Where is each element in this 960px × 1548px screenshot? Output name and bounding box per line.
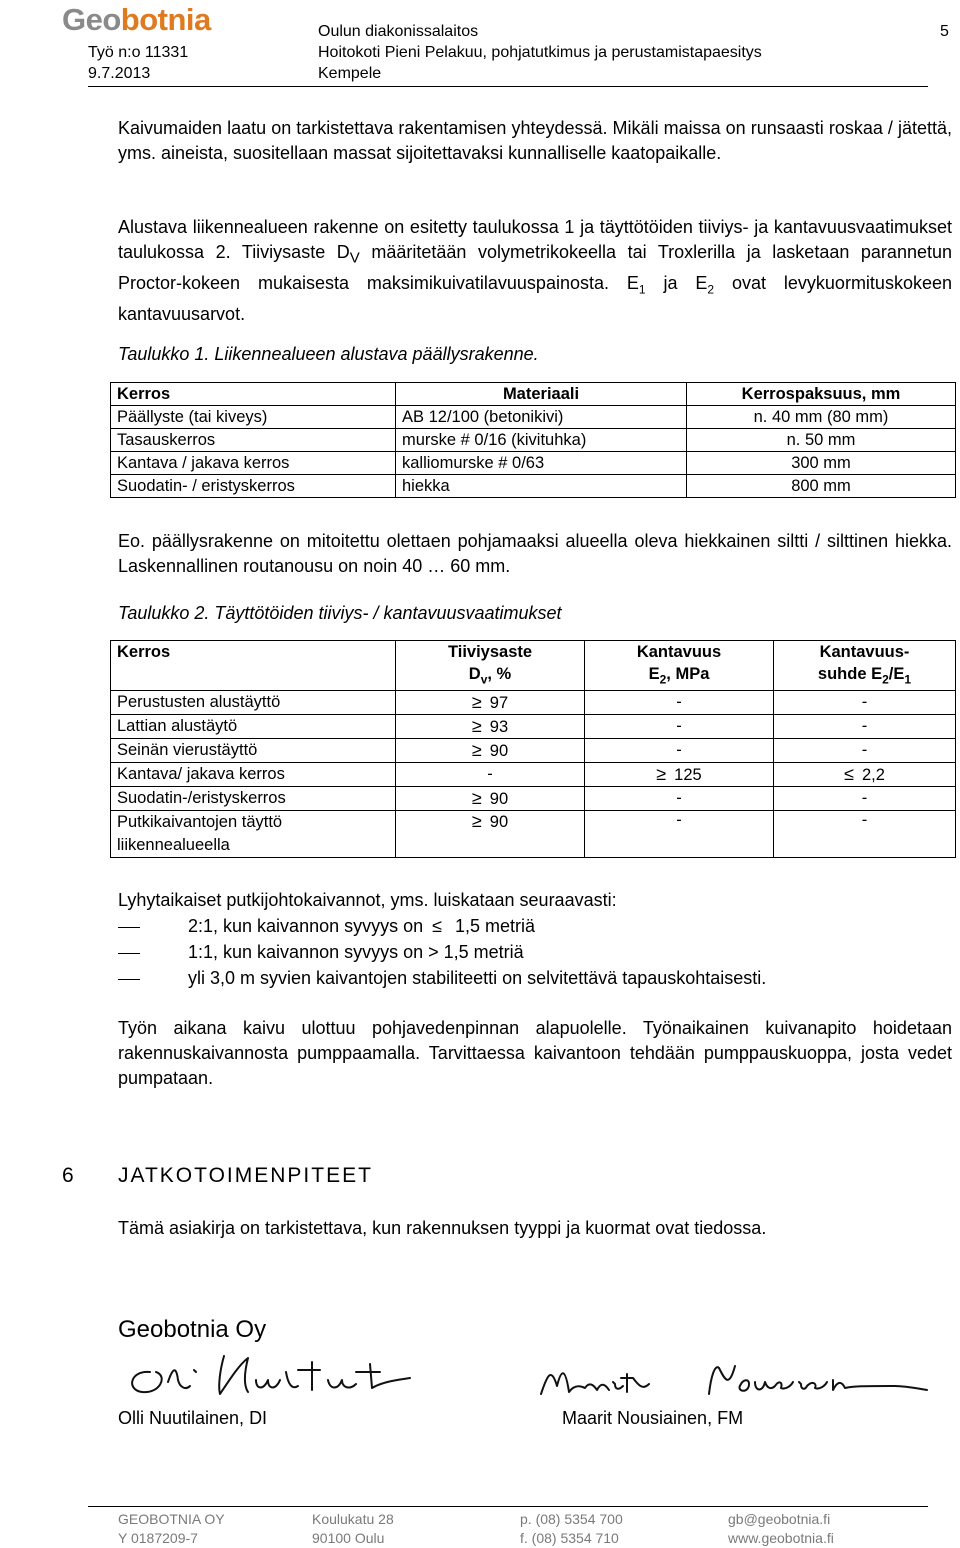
table-header-row xyxy=(111,641,956,691)
table-cell: ≥ 90 xyxy=(396,739,585,763)
signing-company: Geobotnia Oy xyxy=(118,1316,267,1343)
footer-website-link[interactable]: www.geobotnia.fi xyxy=(728,1530,834,1546)
table-cell: - xyxy=(585,691,774,715)
table-cell: - xyxy=(774,739,956,763)
greater-equal-symbol: ≥ xyxy=(471,740,482,761)
signer-2-name: Maarit Nousiainen, FM xyxy=(562,1408,744,1428)
column-header: Kerrospaksuus, mm xyxy=(687,383,956,406)
table-cell: Tasauskerros xyxy=(111,429,396,452)
footer-city: 90100 Oulu xyxy=(312,1530,385,1546)
section-number: 6 xyxy=(62,1164,74,1187)
table-cell: Kantava/ jakava kerros xyxy=(111,763,396,787)
paragraph-traffic-area: Alustava liikennealueen rakenne on esitetty taulukossa 1 ja täyttötöiden tiiviys- ja kantavuusvaatimukset taulukossa 2. Tiiviysaste $D_V$ määritetään volymetrikokeella tai Troxlerilla ja lasketaan parannetun Proctor-kokeen mukaisesta maksimikuivatilavuuspainosta. $E_1$ ja $E_2$ ovat levykuormituskokeen kantavuusarvot. xyxy=(118,217,952,325)
table-cell: n. 40 mm (80 mm) xyxy=(687,406,956,429)
paragraph-trench-slopes: Lyhytaikaiset putkijohtokaivannot, yms. luiskataan seuraavasti: xyxy=(118,890,617,910)
table-row xyxy=(111,475,956,498)
table-pavement-structure xyxy=(110,382,956,498)
paragraph-excavated-soil: Kaivumaiden laatu on tarkistettava rakentamisen yhteydessä. Mikäli maissa on runsaasti roskaa / jätettä, yms. aineista, suositellaan massat sijoitettavaksi kunnalliselle kaatopaikalle. xyxy=(118,118,952,163)
table-cell: murske # 0/16 (kivituhka) xyxy=(396,429,687,452)
table-row xyxy=(111,811,956,858)
signer-1-name: Olli Nuutilainen, DI xyxy=(118,1408,268,1428)
list-item: 1:1, kun kaivannon syvyys on > 1,5 metriä xyxy=(118,940,952,965)
dash-bullet xyxy=(118,979,140,980)
table-row xyxy=(111,452,956,475)
signature-olli-nuutilainen xyxy=(120,1350,420,1400)
footer-business-id: Y 0187209-7 xyxy=(118,1530,198,1546)
table-cell: ≥ 125 xyxy=(585,763,774,787)
table-row xyxy=(111,739,956,763)
greater-equal-symbol: ≥ xyxy=(656,764,667,785)
project-location: Kempele xyxy=(318,65,382,82)
column-header: Kantavuus $E_2$, MPa xyxy=(585,641,774,691)
list-item: 2:1, kun kaivannon syvyys on ≤ 1,5 metriä xyxy=(118,914,952,939)
greater-equal-symbol: ≥ xyxy=(471,811,482,832)
table-cell: hiekka xyxy=(396,475,687,498)
document-date: 9.7.2013 xyxy=(88,65,151,82)
greater-equal-symbol: ≥ xyxy=(471,788,482,809)
table-cell: 300 mm xyxy=(687,452,956,475)
table-row xyxy=(111,691,956,715)
column-header: Kerros xyxy=(111,641,396,691)
company-logo: Geobotnia xyxy=(62,2,211,37)
table-cell: Suodatin-/eristyskerros xyxy=(111,787,396,811)
less-equal-symbol: ≤ xyxy=(432,916,443,936)
table-row xyxy=(111,787,956,811)
footer-fax: f. (08) 5354 710 xyxy=(520,1530,619,1546)
table-row xyxy=(111,763,956,787)
paragraph-groundwater: Työn aikana kaivu ulottuu pohjavedenpinnan alapuolelle. Työnaikainen kuivanapito hoidetaan rakennuskaivannosta pumppaamalla. Tarvittaessa kaivantoon tehdään pumppauskuoppa, josta vedet pumpataan. xyxy=(118,1018,952,1088)
column-header: Materiaali xyxy=(396,383,687,406)
section-title: JATKOTOIMENPITEET xyxy=(118,1164,373,1187)
table-cell: Seinän vierustäyttö xyxy=(111,739,396,763)
table-cell: Suodatin- / eristyskerros xyxy=(111,475,396,498)
table2-caption: Taulukko 2. Täyttötöiden tiiviys- / kantavuusvaatimukset xyxy=(118,603,562,623)
table-cell: AB 12/100 (betonikivi) xyxy=(396,406,687,429)
table-cell: - xyxy=(585,715,774,739)
column-header: Tiiviysaste $D_v$, % xyxy=(396,641,585,691)
table1-caption: Taulukko 1. Liikennealueen alustava päällysrakenne. xyxy=(118,344,539,364)
footer-email-link[interactable]: gb@geobotnia.fi xyxy=(728,1511,831,1527)
table-cell: - xyxy=(396,763,585,787)
table-cell: kalliomurske # 0/63 xyxy=(396,452,687,475)
footer-company: GEOBOTNIA OY xyxy=(118,1511,225,1527)
greater-equal-symbol: ≥ xyxy=(471,692,482,713)
table-compaction-requirements xyxy=(110,640,956,858)
table-cell: ≥ 97 xyxy=(396,691,585,715)
page-number: 5 xyxy=(940,23,949,40)
table-header-row xyxy=(111,383,956,406)
footer-street: Koulukatu 28 xyxy=(312,1511,394,1527)
table-cell: ≥ 90 xyxy=(396,787,585,811)
greater-equal-symbol: ≥ xyxy=(471,716,482,737)
table-row xyxy=(111,715,956,739)
less-equal-symbol: ≤ xyxy=(844,764,854,785)
job-number: Työ n:o 11331 xyxy=(88,44,189,61)
table-cell: - xyxy=(774,811,956,858)
paragraph-frost-heave: Eo. päällysrakenne on mitoitettu olettaen pohjamaaksi alueella oleva hiekkainen siltti / silttinen hiekka. Laskennallinen routanousu on noin 40 … 60 mm. xyxy=(118,531,952,576)
table-cell: ≥ 90 xyxy=(396,811,585,858)
list-item: yli 3,0 m syvien kaivantojen stabiliteetti on selvitettävä tapauskohtaisesti. xyxy=(118,966,952,991)
table-cell: Perustusten alustäyttö xyxy=(111,691,396,715)
client-name: Oulun diakonissalaitos xyxy=(318,23,479,40)
footer-phone: p. (08) 5354 700 xyxy=(520,1511,623,1527)
table-cell: n. 50 mm xyxy=(687,429,956,452)
table-row xyxy=(111,406,956,429)
paragraph-review-note: Tämä asiakirja on tarkistettava, kun rakennuksen tyyppi ja kuormat ovat tiedossa. xyxy=(118,1218,767,1238)
dash-bullet xyxy=(118,953,140,954)
footer-rule xyxy=(88,1506,928,1507)
table-cell: - xyxy=(585,811,774,858)
table-cell: 800 mm xyxy=(687,475,956,498)
table-cell: - xyxy=(585,787,774,811)
column-header: Kerros xyxy=(111,383,396,406)
table-cell: - xyxy=(774,787,956,811)
table-cell: Lattian alustäytö xyxy=(111,715,396,739)
table-cell: - xyxy=(585,739,774,763)
table-cell: ≥ 93 xyxy=(396,715,585,739)
project-title: Hoitokoti Pieni Pelakuu, pohjatutkimus ja perustamistapaesitys xyxy=(318,44,762,61)
table-cell: - xyxy=(774,715,956,739)
table-cell: Päällyste (tai kiveys) xyxy=(111,406,396,429)
table-cell: ≤ 2,2 xyxy=(774,763,956,787)
column-header: Kantavuus- suhde $E_2/E_1$ xyxy=(774,641,956,691)
table-row xyxy=(111,429,956,452)
table-cell: - xyxy=(774,691,956,715)
table-cell: Putkikaivantojen täyttö liikennealueella xyxy=(111,811,396,858)
dash-bullet xyxy=(118,927,140,928)
header-rule xyxy=(88,86,928,87)
table-cell: Kantava / jakava kerros xyxy=(111,452,396,475)
signature-maarit-nousiainen xyxy=(535,1356,935,1402)
